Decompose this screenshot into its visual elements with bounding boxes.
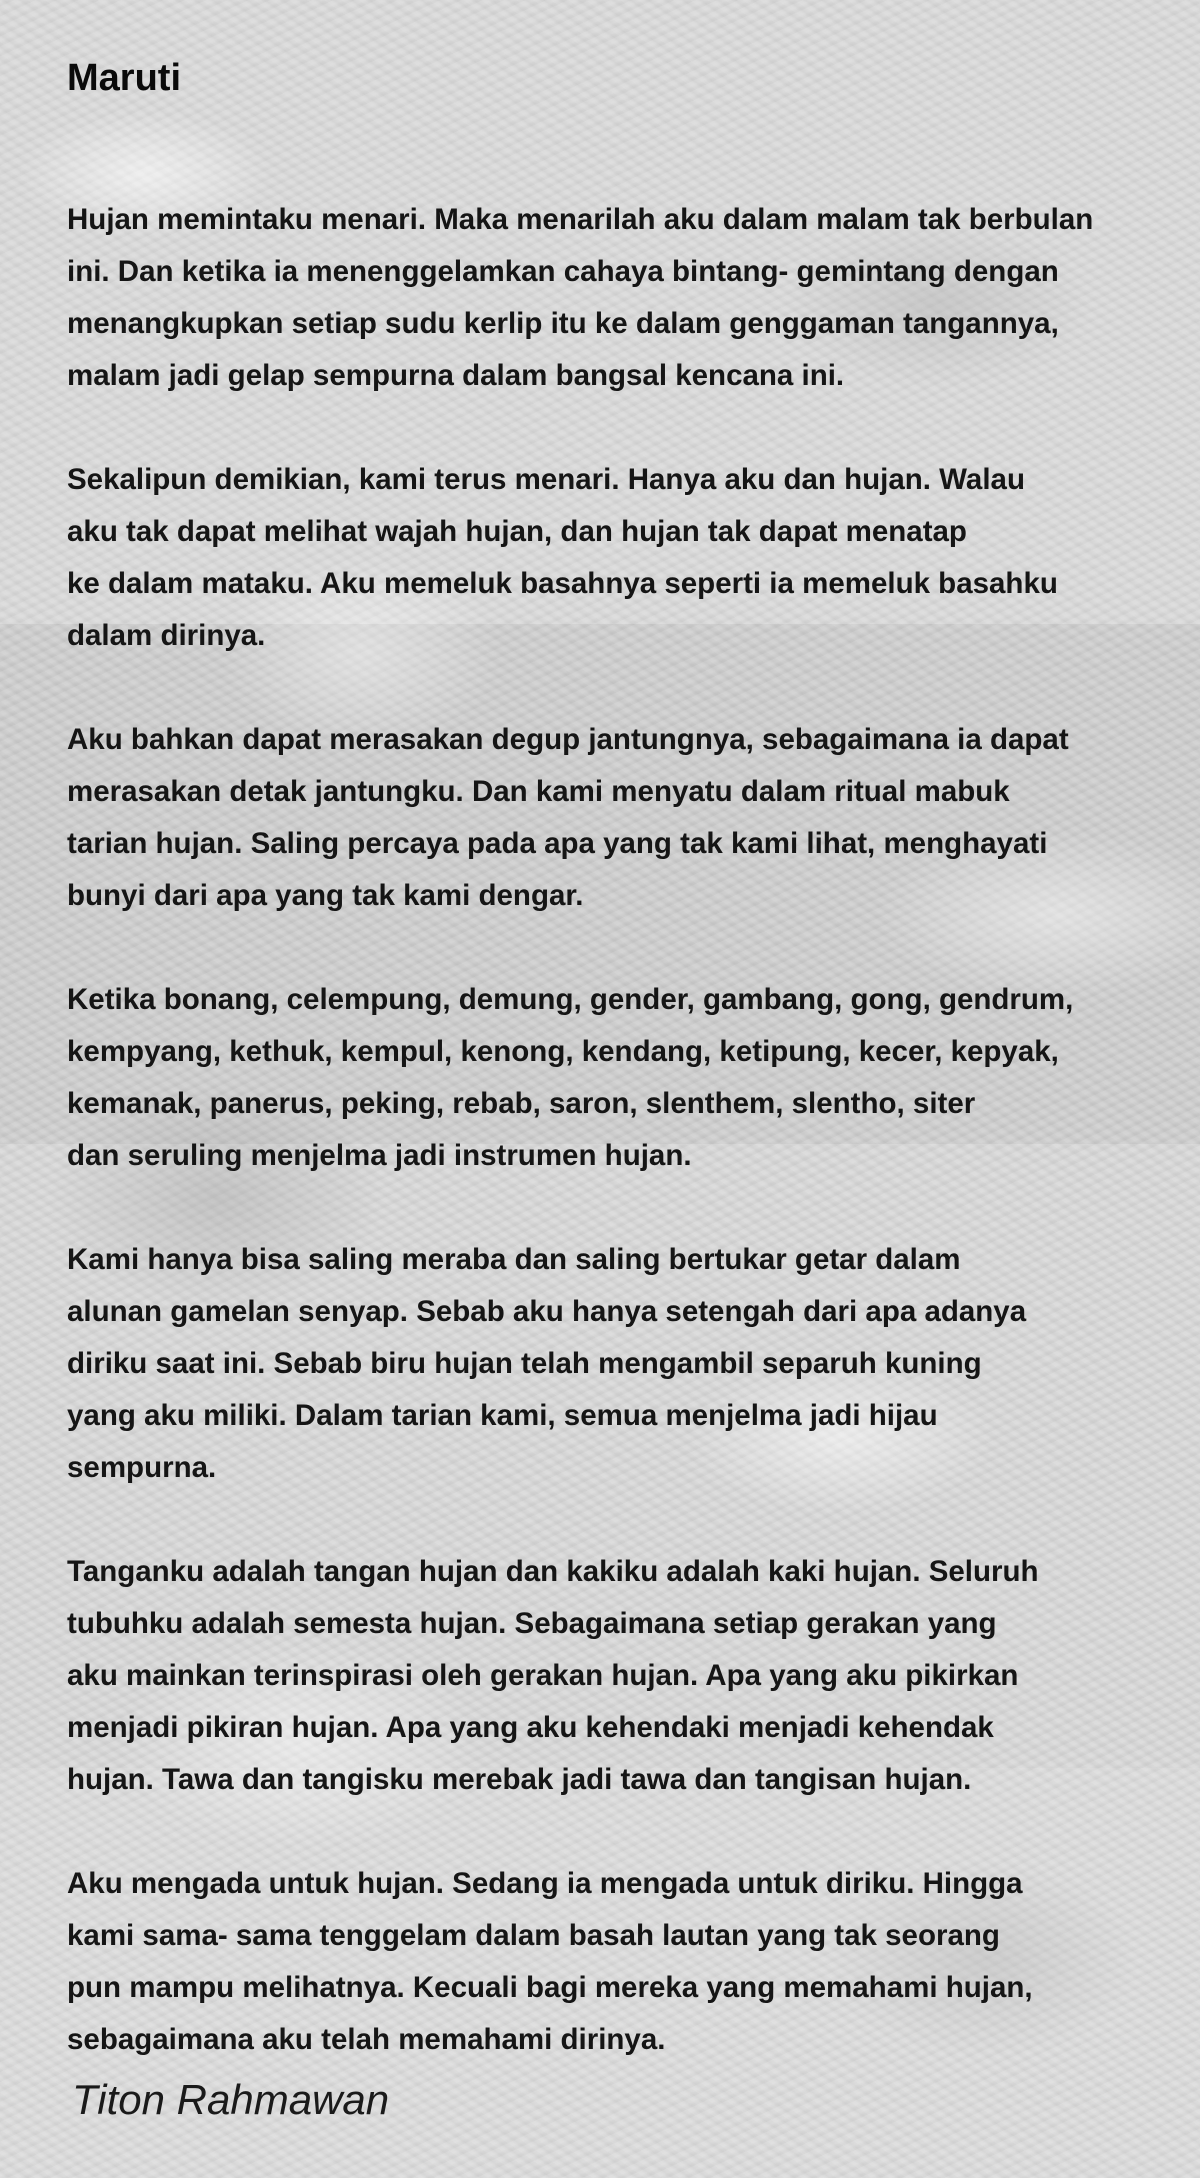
- poem-line: ke dalam mataku. Aku memeluk basahnya seperti ia memeluk basahku: [67, 567, 1058, 600]
- poem-line: merasakan detak jantungku. Dan kami menyatu dalam ritual mabuk: [67, 775, 1010, 808]
- stanza: [67, 454, 1187, 662]
- stanza: [67, 194, 1187, 402]
- poem-line: ini. Dan ketika ia menenggelamkan cahaya bintang- gemintang dengan: [67, 255, 1059, 288]
- poem-line: aku mainkan terinspirasi oleh gerakan hujan. Apa yang aku pikirkan: [67, 1659, 1019, 1692]
- poem-line: hujan. Tawa dan tangisku merebak jadi tawa dan tangisan hujan.: [67, 1763, 972, 1796]
- poem-line: sebagaimana aku telah memahami dirinya.: [67, 2023, 666, 2056]
- poem-line: Hujan memintaku menari. Maka menarilah aku dalam malam tak berbulan: [67, 203, 1094, 236]
- poem-line: tubuhku adalah semesta hujan. Sebagaimana setiap gerakan yang: [67, 1607, 997, 1640]
- poem-line: diriku saat ini. Sebab biru hujan telah mengambil separuh kuning: [67, 1347, 982, 1380]
- poem-line: menjadi pikiran hujan. Apa yang aku kehendaki menjadi kehendak: [67, 1711, 994, 1744]
- stanza: [67, 1858, 1187, 2066]
- poem-line: tarian hujan. Saling percaya pada apa yang tak kami lihat, menghayati: [67, 827, 1048, 860]
- poem-line: malam jadi gelap sempurna dalam bangsal kencana ini.: [67, 359, 845, 392]
- poem-line: sempurna.: [67, 1451, 217, 1484]
- poem-line: bunyi dari apa yang tak kami dengar.: [67, 879, 584, 912]
- poem-line: Sekalipun demikian, kami terus menari. Hanya aku dan hujan. Walau: [67, 463, 1025, 496]
- poem-page: [67, 50, 1187, 2118]
- poem-line: kempyang, kethuk, kempul, kenong, kendang, ketipung, kecer, kepyak,: [67, 1035, 1059, 1068]
- poem-line: alunan gamelan senyap. Sebab aku hanya setengah dari apa adanya: [67, 1295, 1027, 1328]
- poem-line: pun mampu melihatnya. Kecuali bagi mereka yang memahami hujan,: [67, 1971, 1033, 2004]
- stanza: [67, 714, 1187, 922]
- poem-line: aku tak dapat melihat wajah hujan, dan hujan tak dapat menatap: [67, 515, 967, 548]
- poem-line: Aku bahkan dapat merasakan degup jantungnya, sebagaimana ia dapat: [67, 723, 1069, 756]
- poem-author: Titon Rahmawan: [72, 2076, 390, 2123]
- poem-line: yang aku miliki. Dalam tarian kami, semua menjelma jadi hijau: [67, 1399, 938, 1432]
- stanza: [67, 1234, 1187, 1494]
- poem-line: dalam dirinya.: [67, 619, 266, 652]
- poem-body: [67, 194, 1187, 2066]
- stanza: [67, 1546, 1187, 1806]
- poem-line: menangkupkan setiap sudu kerlip itu ke dalam genggaman tangannya,: [67, 307, 1059, 340]
- poem-line: Kami hanya bisa saling meraba dan saling bertukar getar dalam: [67, 1243, 961, 1276]
- poem-line: kemanak, panerus, peking, rebab, saron, slenthem, slentho, siter: [67, 1087, 976, 1120]
- poem-line: Tanganku adalah tangan hujan dan kakiku adalah kaki hujan. Seluruh: [67, 1555, 1039, 1588]
- poem-line: kami sama- sama tenggelam dalam basah lautan yang tak seorang: [67, 1919, 1000, 1952]
- poem-line: Ketika bonang, celempung, demung, gender, gambang, gong, gendrum,: [67, 983, 1074, 1016]
- stanza: [67, 974, 1187, 1182]
- poem-line: Aku mengada untuk hujan. Sedang ia mengada untuk diriku. Hingga: [67, 1867, 1023, 1900]
- poem-title: Maruti: [67, 57, 181, 99]
- poem-line: dan seruling menjelma jadi instrumen hujan.: [67, 1139, 692, 1172]
